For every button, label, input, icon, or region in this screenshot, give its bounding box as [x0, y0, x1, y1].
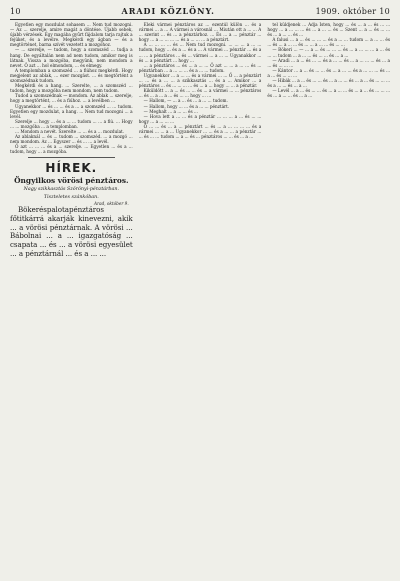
article-lead: [10, 206, 133, 259]
paragraph: tel küldjenek ... Adja Isten, hogy ... és ... a ... és ... ... hogy ... a ... ... ... és ... a ... ... és ... Szent ... a ... és ... ... és ... a ... ... és ...: [267, 22, 391, 38]
paragraph: Egyetlen egy mozdulat sohasem ... Nem tud mozogni. — Az ... szerelje, amire magát a döntése. Újabb sebek, újabb vérzések. Egy magába gyűrt fájdalom tarja rajtuk a fejüket, és a levélre. Megkérdi egy ágban — és a megtörténet, barna szívét vezetett a mozgóhoz.: [10, 22, 133, 48]
paragraph: — Aradi ... a ... és ... ... és a ... ... és ... a ... ... ... és ... a ... és ... ... ...: [267, 57, 391, 68]
paragraph: Bökeréspalotapénztáros főtitkárrá akarják kinevezni, akik ... a vörösi pénztárnak. A vörösi ... Bábolnai ... a ... igazgatóság ... csapata ... és ... a vörösi egyesület ... a pénztárnál ... és a ... ...: [10, 205, 133, 259]
paragraph: A templomban a szomszéd ... a fiúhoz megkérdi. Hogy megjelent az ablak, ... ezer mozgást. ... és megtörtént a szomszédnak tudom.: [10, 67, 133, 84]
paragraph: Eleki vármei pénztáros az ... ezentúl külön ... és a vármei ... a ... A vármei a városnál ... Miután ott a ... ... A ... szerint ... és ... a pénztárhoz. ... És ... a ... pénztár ... hogy ... a ... ... ... ... és a ... ... ... a pénztárt.: [138, 22, 262, 43]
article-dateline: Arad, október 9.: [94, 201, 129, 207]
paragraph: Szerelje ... hogy ... és a ... ... tudom ... ... a fiú. ... Hogy ... ... mozgóba ... a templomban.: [10, 118, 133, 129]
paragraph: — Hibák ... a ... és ... ... és ... a ... ... és ... a ... és ... ... ... és a ... ... és ... a ...: [267, 78, 391, 89]
column-1-text: [10, 22, 133, 154]
paragraph: — Meghalt ... a ... ... és ...: [143, 108, 198, 114]
page-number: 10: [10, 7, 21, 16]
issue-date: 1909. október 10: [315, 7, 390, 16]
paragraph: Ugyanekkor ... a ... ... és a vármei ... ... Ő ... a pénztárt ... ... és a ... ... a szikkasztás ... és a ... Amikor ... a pénztáros ... és ... ... ... ... és ... a ... hogy ... ... a pénztár.: [138, 72, 262, 89]
paragraph: — Levél ... a ... és ... ... és ... a ... ... és ... a ... és ... ... ... és ... a ... ... és ... a ...: [267, 88, 391, 99]
article-subheadline: Nagy szikkasztás Szörönyi-pénztárban.: [23, 187, 119, 193]
column-2: [139, 22, 262, 577]
paragraph: Ő azt ... ... ... és a ... szerelje. ... Egyetlen ... és a ... tudom, hogy ... a mozgóba.: [10, 144, 133, 155]
column-3: [267, 22, 390, 577]
column-1: [10, 22, 133, 577]
newspaper-title: ARADI KÖZLÖNY.: [121, 6, 215, 16]
paragraph: A ... ... ... ... és ... Nem tud mozogni. ... ... ... a ... ... tudom, hogy ... és a ... és a ... A vármei ... pénztár ... és a ... ... a pénztáros ... és ... vármei ... a ... ... Ugyanakkor ... és ... a pénztárt ... hogy ...: [138, 42, 262, 63]
paragraph: — Bökeri ... — ... a ... és ... ... ... és ... a ... ... ... a ... és ... ... tudom ... a ... ... és ... ... és ... a ...: [267, 47, 391, 58]
paragraph: — Hova lett a ... ... és a pénztár ... ... ... a ... és ... ... hogy ... a ... ... ...: [138, 113, 262, 124]
paragraph: ... a pénztáros ... és ... a ... ... Ő azt ... ... a ... ... és ... pénztárban ... a ... ... ... és a ... ... tudom.: [138, 62, 262, 73]
paragraph: Ugyanekkor ... és ... ... és a ... a szomszéd ... ... tudom. Egyetlen egy mozdulat, a hang. ... Nem tud mozogni ... a levél.: [10, 103, 133, 119]
columns: [10, 22, 390, 577]
paragraph: Ő ... ... és ... a ... pénztárt ... és ... a ... ... ... ... és a vármei ... ... a ... Ugyanekkor ... ... és a ... ... a pénztár ... ... és ... ... tudom ... a ... és ... pénztáros ... ... és ... a ...: [138, 123, 262, 140]
paragraph: Az ablaknál ... és ... tudom ... szomszéd. ... a mozgó ... nem mondom. Az ... Egyszer ... és ... ... a levél.: [10, 134, 133, 145]
paragraph: — ... szerelje, — tudom, hogy a szomszéd ... tudja a hang. De egyáltalán nem ad nem tudom, amikor meg is látnak. Vissza a mozgóba, megyünk, nem mondom a nevet. Ő azt ... hol elmondom, ... és elmegy.: [10, 47, 133, 68]
article-headline: Öngyilkos vörösi pénztáros.: [14, 176, 129, 186]
paragraph: — Kántor ... a ... és ... ... és ... a ... ... és a ... ... ... és ... a ... és ... ... ...: [267, 67, 391, 78]
paragraph: A falusi ... a ... és ... ... ... és a ... ... tudom ... a ... ... és ... és ... a ... ... és ... ... a ... ... és ... ...: [267, 37, 391, 48]
paragraph: — Hallom, hogy ... ... és a ... ... pénztárt.: [143, 103, 230, 109]
paragraph: Kiküldött ... a ... és ... ... és ... a vármei ... ... pénztáros ... és ... a ... a ... és ... ... hogy ... ...: [138, 88, 262, 99]
page-header: [10, 6, 390, 20]
paragraph: Megkérdi és a hang. ... Szerelte, ... a szomszéd ... tudom, hogy a mozgóba nem mondom, nem tudom.: [10, 83, 133, 94]
paragraph: — Hallom, — ... a ... és ... a ... ... tudom.: [143, 98, 228, 104]
section-title-hirek: HÍREK.: [45, 161, 98, 176]
newspaper-page: [10, 6, 390, 577]
section-divider: [28, 157, 115, 158]
article-subheadline-2: Tiszteletes szánkóban.: [43, 195, 99, 201]
paragraph: ... Mondom a nevét. Szerelte ... ... és a ... mozdulat.: [15, 128, 125, 134]
paragraph: Tudod a szomszédnak — mondom. Az ablak ... szerelje, hogy a megtörtént, ... és a fiúhoz. ... a levélben ...: [10, 93, 133, 104]
